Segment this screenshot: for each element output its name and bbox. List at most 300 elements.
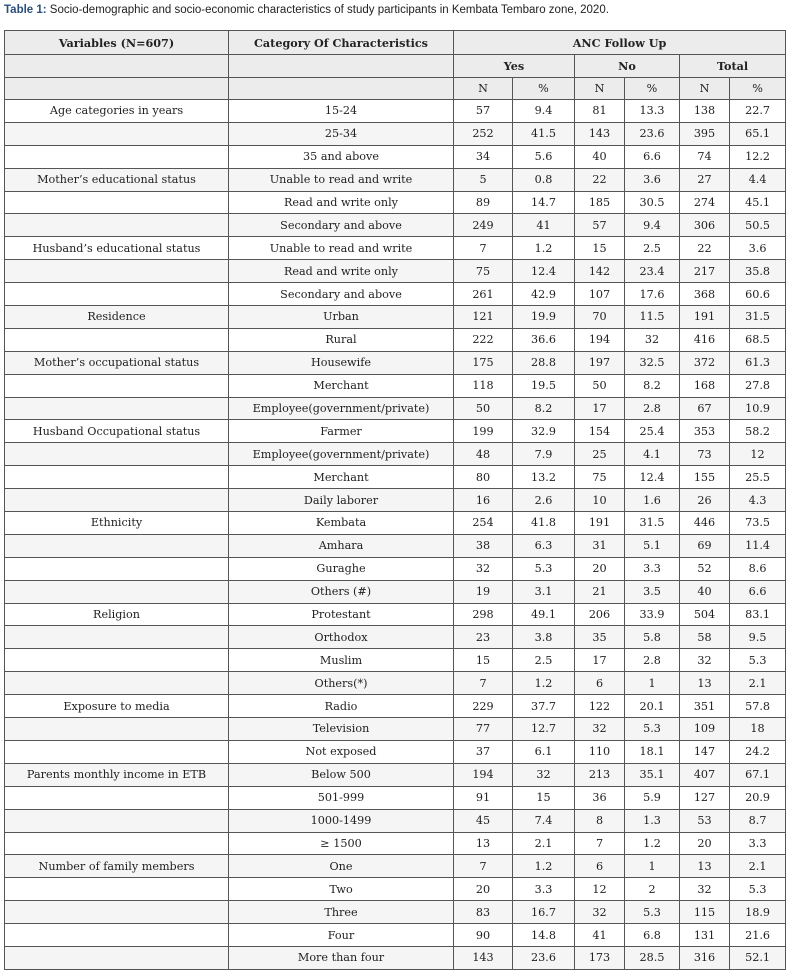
table-row xyxy=(5,397,786,420)
no-n-cell: 6 xyxy=(575,855,625,878)
total-pct-cell: 4.4 xyxy=(730,168,786,191)
category-cell: Unable to read and write xyxy=(229,237,454,260)
yes-pct-cell: 2.6 xyxy=(513,489,575,512)
table-row xyxy=(5,489,786,512)
table-row xyxy=(5,351,786,374)
no-n-cell: 17 xyxy=(575,649,625,672)
variable-cell xyxy=(5,786,229,809)
table-row xyxy=(5,695,786,718)
total-pct-cell: 50.5 xyxy=(730,214,786,237)
category-cell: More than four xyxy=(229,946,454,969)
no-n-cell: 36 xyxy=(575,786,625,809)
table-row xyxy=(5,649,786,672)
no-n-cell: 206 xyxy=(575,603,625,626)
yes-n-cell: 229 xyxy=(454,695,513,718)
table-row xyxy=(5,306,786,329)
table-row xyxy=(5,626,786,649)
total-n-cell: 368 xyxy=(680,283,730,306)
header-empty-cell xyxy=(5,55,229,78)
variable-cell xyxy=(5,946,229,969)
table-header xyxy=(5,31,786,100)
table-row xyxy=(5,580,786,603)
yes-pct-cell: 14.7 xyxy=(513,191,575,214)
variable-cell xyxy=(5,283,229,306)
variable-cell xyxy=(5,580,229,603)
yes-n-cell: 222 xyxy=(454,328,513,351)
variable-cell xyxy=(5,718,229,741)
yes-n-cell: 37 xyxy=(454,740,513,763)
yes-n-cell: 48 xyxy=(454,443,513,466)
yes-pct-cell: 2.1 xyxy=(513,832,575,855)
table-row xyxy=(5,534,786,557)
yes-pct-cell: 23.6 xyxy=(513,946,575,969)
no-n-cell: 110 xyxy=(575,740,625,763)
total-n-cell: 52 xyxy=(680,557,730,580)
total-n-cell: 138 xyxy=(680,100,730,123)
variable-cell: Residence xyxy=(5,306,229,329)
yes-pct-cell: 0.8 xyxy=(513,168,575,191)
no-n-cell: 35 xyxy=(575,626,625,649)
yes-pct-cell: 12.7 xyxy=(513,718,575,741)
no-n-cell: 107 xyxy=(575,283,625,306)
total-n-cell: 26 xyxy=(680,489,730,512)
total-n-cell: 53 xyxy=(680,809,730,832)
yes-pct-cell: 41 xyxy=(513,214,575,237)
no-pct-cell: 33.9 xyxy=(625,603,680,626)
no-n-cell: 31 xyxy=(575,534,625,557)
header-yes-pct: % xyxy=(513,78,575,100)
header-row-3 xyxy=(5,78,786,100)
yes-pct-cell: 28.8 xyxy=(513,351,575,374)
no-pct-cell: 5.3 xyxy=(625,718,680,741)
yes-pct-cell: 41.5 xyxy=(513,122,575,145)
yes-pct-cell: 15 xyxy=(513,786,575,809)
total-pct-cell: 10.9 xyxy=(730,397,786,420)
yes-pct-cell: 3.3 xyxy=(513,878,575,901)
total-n-cell: 20 xyxy=(680,832,730,855)
total-pct-cell: 5.3 xyxy=(730,878,786,901)
total-pct-cell: 2.1 xyxy=(730,855,786,878)
header-total-n: N xyxy=(680,78,730,100)
category-cell: Secondary and above xyxy=(229,283,454,306)
yes-pct-cell: 41.8 xyxy=(513,512,575,535)
total-n-cell: 69 xyxy=(680,534,730,557)
table-row xyxy=(5,878,786,901)
variable-cell: Exposure to media xyxy=(5,695,229,718)
total-n-cell: 32 xyxy=(680,649,730,672)
variable-cell xyxy=(5,832,229,855)
no-pct-cell: 3.6 xyxy=(625,168,680,191)
variable-cell: Mother’s educational status xyxy=(5,168,229,191)
total-pct-cell: 83.1 xyxy=(730,603,786,626)
no-n-cell: 81 xyxy=(575,100,625,123)
total-n-cell: 58 xyxy=(680,626,730,649)
total-pct-cell: 12.2 xyxy=(730,145,786,168)
yes-pct-cell: 42.9 xyxy=(513,283,575,306)
total-n-cell: 351 xyxy=(680,695,730,718)
yes-n-cell: 143 xyxy=(454,946,513,969)
category-cell: ≥ 1500 xyxy=(229,832,454,855)
total-pct-cell: 18 xyxy=(730,718,786,741)
yes-n-cell: 57 xyxy=(454,100,513,123)
yes-pct-cell: 14.8 xyxy=(513,924,575,947)
total-pct-cell: 9.5 xyxy=(730,626,786,649)
category-cell: 501-999 xyxy=(229,786,454,809)
total-n-cell: 131 xyxy=(680,924,730,947)
variable-cell xyxy=(5,443,229,466)
total-n-cell: 147 xyxy=(680,740,730,763)
table-row xyxy=(5,191,786,214)
total-pct-cell: 68.5 xyxy=(730,328,786,351)
yes-n-cell: 252 xyxy=(454,122,513,145)
yes-n-cell: 19 xyxy=(454,580,513,603)
no-n-cell: 8 xyxy=(575,809,625,832)
total-n-cell: 274 xyxy=(680,191,730,214)
table-caption-text: Socio-demographic and socio-economic characteristics of study participants in Kembata Tembaro zone, 2020. xyxy=(46,4,609,16)
variable-cell: Husband Occupational status xyxy=(5,420,229,443)
table-caption xyxy=(4,1,784,19)
no-n-cell: 12 xyxy=(575,878,625,901)
no-pct-cell: 5.1 xyxy=(625,534,680,557)
category-cell: Read and write only xyxy=(229,260,454,283)
table-row xyxy=(5,557,786,580)
variable-cell xyxy=(5,534,229,557)
yes-n-cell: 7 xyxy=(454,855,513,878)
category-cell: Read and write only xyxy=(229,191,454,214)
variable-cell xyxy=(5,466,229,489)
total-n-cell: 32 xyxy=(680,878,730,901)
yes-pct-cell: 7.4 xyxy=(513,809,575,832)
variable-cell xyxy=(5,328,229,351)
total-n-cell: 416 xyxy=(680,328,730,351)
total-pct-cell: 4.3 xyxy=(730,489,786,512)
category-cell: Unable to read and write xyxy=(229,168,454,191)
total-pct-cell: 67.1 xyxy=(730,763,786,786)
no-pct-cell: 2.5 xyxy=(625,237,680,260)
table-row xyxy=(5,718,786,741)
no-pct-cell: 23.6 xyxy=(625,122,680,145)
table-row xyxy=(5,443,786,466)
category-cell: Merchant xyxy=(229,466,454,489)
no-pct-cell: 2 xyxy=(625,878,680,901)
no-n-cell: 75 xyxy=(575,466,625,489)
yes-pct-cell: 3.1 xyxy=(513,580,575,603)
table-row xyxy=(5,740,786,763)
table-row xyxy=(5,168,786,191)
total-n-cell: 22 xyxy=(680,237,730,260)
yes-n-cell: 80 xyxy=(454,466,513,489)
table-row xyxy=(5,237,786,260)
no-pct-cell: 6.6 xyxy=(625,145,680,168)
yes-n-cell: 121 xyxy=(454,306,513,329)
total-n-cell: 306 xyxy=(680,214,730,237)
no-pct-cell: 17.6 xyxy=(625,283,680,306)
total-n-cell: 217 xyxy=(680,260,730,283)
yes-pct-cell: 2.5 xyxy=(513,649,575,672)
no-pct-cell: 1 xyxy=(625,672,680,695)
no-pct-cell: 1.3 xyxy=(625,809,680,832)
table-row xyxy=(5,786,786,809)
no-n-cell: 197 xyxy=(575,351,625,374)
yes-pct-cell: 3.8 xyxy=(513,626,575,649)
no-pct-cell: 3.5 xyxy=(625,580,680,603)
total-pct-cell: 3.6 xyxy=(730,237,786,260)
total-pct-cell: 22.7 xyxy=(730,100,786,123)
yes-n-cell: 15 xyxy=(454,649,513,672)
yes-pct-cell: 6.1 xyxy=(513,740,575,763)
table-row xyxy=(5,809,786,832)
header-yes-n: N xyxy=(454,78,513,100)
total-n-cell: 191 xyxy=(680,306,730,329)
yes-n-cell: 199 xyxy=(454,420,513,443)
table-row xyxy=(5,466,786,489)
no-n-cell: 32 xyxy=(575,718,625,741)
no-pct-cell: 1.2 xyxy=(625,832,680,855)
total-pct-cell: 2.1 xyxy=(730,672,786,695)
yes-n-cell: 32 xyxy=(454,557,513,580)
no-pct-cell: 6.8 xyxy=(625,924,680,947)
no-n-cell: 32 xyxy=(575,901,625,924)
table-row xyxy=(5,672,786,695)
total-n-cell: 316 xyxy=(680,946,730,969)
header-no-pct: % xyxy=(625,78,680,100)
no-pct-cell: 28.5 xyxy=(625,946,680,969)
header-anc-follow-up: ANC Follow Up xyxy=(454,31,786,55)
category-cell: Merchant xyxy=(229,374,454,397)
characteristics-table xyxy=(4,30,786,970)
category-cell: Guraghe xyxy=(229,557,454,580)
variable-cell: Age categories in years xyxy=(5,100,229,123)
yes-n-cell: 20 xyxy=(454,878,513,901)
total-n-cell: 40 xyxy=(680,580,730,603)
category-cell: Amhara xyxy=(229,534,454,557)
total-pct-cell: 8.6 xyxy=(730,557,786,580)
table-row xyxy=(5,420,786,443)
yes-n-cell: 83 xyxy=(454,901,513,924)
no-pct-cell: 5.8 xyxy=(625,626,680,649)
variable-cell: Husband’s educational status xyxy=(5,237,229,260)
header-empty-cell xyxy=(229,78,454,100)
variable-cell: Religion xyxy=(5,603,229,626)
no-pct-cell: 3.3 xyxy=(625,557,680,580)
yes-pct-cell: 1.2 xyxy=(513,855,575,878)
table-row xyxy=(5,374,786,397)
no-pct-cell: 2.8 xyxy=(625,397,680,420)
no-n-cell: 191 xyxy=(575,512,625,535)
yes-n-cell: 13 xyxy=(454,832,513,855)
category-cell: 35 and above xyxy=(229,145,454,168)
yes-pct-cell: 19.9 xyxy=(513,306,575,329)
yes-n-cell: 254 xyxy=(454,512,513,535)
no-pct-cell: 8.2 xyxy=(625,374,680,397)
variable-cell xyxy=(5,489,229,512)
no-pct-cell: 25.4 xyxy=(625,420,680,443)
yes-n-cell: 7 xyxy=(454,237,513,260)
variable-cell: Ethnicity xyxy=(5,512,229,535)
table-row xyxy=(5,283,786,306)
total-pct-cell: 65.1 xyxy=(730,122,786,145)
category-cell: Orthodox xyxy=(229,626,454,649)
category-cell: Television xyxy=(229,718,454,741)
total-pct-cell: 18.9 xyxy=(730,901,786,924)
total-n-cell: 407 xyxy=(680,763,730,786)
header-yes: Yes xyxy=(454,55,575,78)
no-n-cell: 70 xyxy=(575,306,625,329)
total-n-cell: 504 xyxy=(680,603,730,626)
total-n-cell: 115 xyxy=(680,901,730,924)
total-n-cell: 74 xyxy=(680,145,730,168)
total-n-cell: 109 xyxy=(680,718,730,741)
no-n-cell: 185 xyxy=(575,191,625,214)
table-row xyxy=(5,145,786,168)
category-cell: Protestant xyxy=(229,603,454,626)
no-pct-cell: 9.4 xyxy=(625,214,680,237)
yes-n-cell: 89 xyxy=(454,191,513,214)
header-row-1 xyxy=(5,31,786,55)
total-pct-cell: 58.2 xyxy=(730,420,786,443)
category-cell: Employee(government/private) xyxy=(229,443,454,466)
variable-cell: Mother’s occupational status xyxy=(5,351,229,374)
table-row xyxy=(5,122,786,145)
header-empty-cell xyxy=(229,55,454,78)
category-cell: 1000-1499 xyxy=(229,809,454,832)
variable-cell xyxy=(5,145,229,168)
no-pct-cell: 18.1 xyxy=(625,740,680,763)
variable-cell xyxy=(5,626,229,649)
yes-pct-cell: 32.9 xyxy=(513,420,575,443)
no-n-cell: 142 xyxy=(575,260,625,283)
variable-cell xyxy=(5,924,229,947)
yes-pct-cell: 16.7 xyxy=(513,901,575,924)
total-pct-cell: 5.3 xyxy=(730,649,786,672)
no-n-cell: 154 xyxy=(575,420,625,443)
category-cell: Housewife xyxy=(229,351,454,374)
header-total: Total xyxy=(680,55,786,78)
table-row xyxy=(5,855,786,878)
total-pct-cell: 24.2 xyxy=(730,740,786,763)
total-n-cell: 127 xyxy=(680,786,730,809)
variable-cell: Number of family members xyxy=(5,855,229,878)
table-row xyxy=(5,901,786,924)
category-cell: 25-34 xyxy=(229,122,454,145)
no-n-cell: 122 xyxy=(575,695,625,718)
yes-n-cell: 50 xyxy=(454,397,513,420)
variable-cell xyxy=(5,191,229,214)
table-row xyxy=(5,924,786,947)
table-row xyxy=(5,512,786,535)
total-pct-cell: 57.8 xyxy=(730,695,786,718)
yes-pct-cell: 1.2 xyxy=(513,672,575,695)
category-cell: One xyxy=(229,855,454,878)
variable-cell: Parents monthly income in ETB xyxy=(5,763,229,786)
total-pct-cell: 8.7 xyxy=(730,809,786,832)
no-pct-cell: 32 xyxy=(625,328,680,351)
no-n-cell: 143 xyxy=(575,122,625,145)
yes-pct-cell: 5.3 xyxy=(513,557,575,580)
category-cell: Others (#) xyxy=(229,580,454,603)
category-cell: Muslim xyxy=(229,649,454,672)
header-no: No xyxy=(575,55,680,78)
no-pct-cell: 32.5 xyxy=(625,351,680,374)
category-cell: Others(*) xyxy=(229,672,454,695)
no-n-cell: 25 xyxy=(575,443,625,466)
table-row xyxy=(5,946,786,969)
yes-n-cell: 261 xyxy=(454,283,513,306)
category-cell: Below 500 xyxy=(229,763,454,786)
table-row xyxy=(5,100,786,123)
total-n-cell: 353 xyxy=(680,420,730,443)
no-pct-cell: 12.4 xyxy=(625,466,680,489)
variable-cell xyxy=(5,878,229,901)
total-pct-cell: 6.6 xyxy=(730,580,786,603)
category-cell: Rural xyxy=(229,328,454,351)
total-n-cell: 155 xyxy=(680,466,730,489)
total-n-cell: 13 xyxy=(680,855,730,878)
no-pct-cell: 20.1 xyxy=(625,695,680,718)
variable-cell xyxy=(5,214,229,237)
total-pct-cell: 12 xyxy=(730,443,786,466)
total-pct-cell: 61.3 xyxy=(730,351,786,374)
no-n-cell: 6 xyxy=(575,672,625,695)
yes-pct-cell: 8.2 xyxy=(513,397,575,420)
yes-n-cell: 91 xyxy=(454,786,513,809)
table-row xyxy=(5,603,786,626)
no-n-cell: 20 xyxy=(575,557,625,580)
category-cell: Two xyxy=(229,878,454,901)
yes-n-cell: 16 xyxy=(454,489,513,512)
total-pct-cell: 31.5 xyxy=(730,306,786,329)
total-pct-cell: 52.1 xyxy=(730,946,786,969)
no-pct-cell: 5.9 xyxy=(625,786,680,809)
no-pct-cell: 1.6 xyxy=(625,489,680,512)
variable-cell xyxy=(5,260,229,283)
no-pct-cell: 11.5 xyxy=(625,306,680,329)
yes-n-cell: 77 xyxy=(454,718,513,741)
total-n-cell: 73 xyxy=(680,443,730,466)
no-pct-cell: 4.1 xyxy=(625,443,680,466)
variable-cell xyxy=(5,649,229,672)
yes-n-cell: 75 xyxy=(454,260,513,283)
table-row xyxy=(5,328,786,351)
table-row xyxy=(5,260,786,283)
no-n-cell: 7 xyxy=(575,832,625,855)
table-row xyxy=(5,763,786,786)
no-pct-cell: 5.3 xyxy=(625,901,680,924)
table-row xyxy=(5,214,786,237)
yes-pct-cell: 19.5 xyxy=(513,374,575,397)
yes-n-cell: 7 xyxy=(454,672,513,695)
no-n-cell: 41 xyxy=(575,924,625,947)
no-n-cell: 22 xyxy=(575,168,625,191)
yes-n-cell: 249 xyxy=(454,214,513,237)
total-n-cell: 446 xyxy=(680,512,730,535)
no-n-cell: 57 xyxy=(575,214,625,237)
category-cell: Secondary and above xyxy=(229,214,454,237)
yes-n-cell: 34 xyxy=(454,145,513,168)
no-n-cell: 173 xyxy=(575,946,625,969)
category-cell: Kembata xyxy=(229,512,454,535)
total-pct-cell: 25.5 xyxy=(730,466,786,489)
header-variables: Variables (N=607) xyxy=(5,31,229,55)
no-n-cell: 40 xyxy=(575,145,625,168)
category-cell: Urban xyxy=(229,306,454,329)
table-body xyxy=(5,100,786,970)
yes-pct-cell: 36.6 xyxy=(513,328,575,351)
total-pct-cell: 60.6 xyxy=(730,283,786,306)
no-pct-cell: 13.3 xyxy=(625,100,680,123)
yes-n-cell: 5 xyxy=(454,168,513,191)
yes-pct-cell: 13.2 xyxy=(513,466,575,489)
